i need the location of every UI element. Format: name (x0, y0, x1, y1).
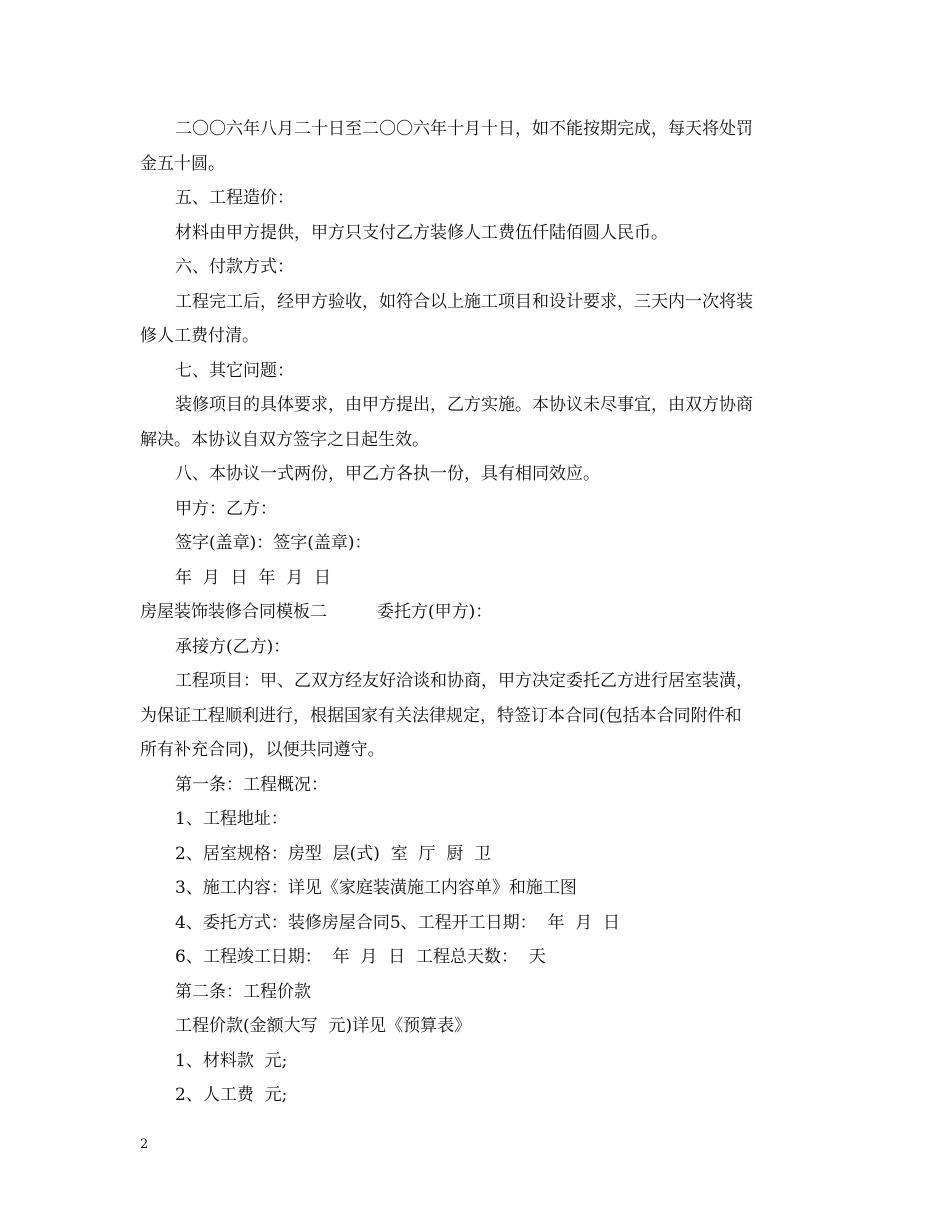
template-title: 房屋装饰装修合同模板二 (140, 602, 327, 622)
paragraph-line: 工程项目：甲、乙双方经友好洽谈和协商，甲方决定委托乙方进行居室装潢， (175, 671, 753, 691)
template-title-line (140, 595, 812, 630)
list-item: 3、施工内容：详见《家庭装潢施工内容单》和施工图 (175, 878, 577, 898)
paragraph-line: 八、本协议一式两份，甲乙方各执一份，具有相同效应。 (175, 464, 600, 484)
paragraph-line: 材料由甲方提供，甲方只支付乙方装修人工费伍仟陆佰圆人民币。 (175, 222, 668, 243)
paragraph-line: 金五十圆。 (140, 153, 225, 174)
section-heading: 六、付款方式： (175, 257, 294, 277)
paragraph-line: 二〇〇六年八月二十日至二〇〇六年十月十日，如不能按期完成，每天将处罚 (175, 119, 753, 139)
article-heading: 第二条：工程价款 (175, 981, 311, 1002)
article-heading: 第一条：工程概况： (175, 774, 328, 795)
section-heading: 五、工程造价： (175, 188, 294, 208)
paragraph-line: 工程完工后，经甲方验收，如符合以上施工项目和设计要求，三天内一次将装 (175, 291, 753, 312)
paragraph-line: 为保证工程顺利进行，根据国家有关法律规定，特签订本合同(包括本合同附件和 (140, 705, 742, 726)
signature-line: 签字(盖章)：签字(盖章)： (175, 533, 372, 553)
date-line: 年 月 日 年 月 日 (175, 567, 332, 588)
client-party-label: 委托方(甲方)： (377, 602, 493, 622)
list-item: 4、委托方式：装修房屋合同5、工程开工日期： 年 月 日 (175, 912, 621, 933)
list-item: 6、工程竣工日期： 年 月 日 工程总天数： 天 (175, 947, 546, 967)
list-item: 2、人工费 元; (175, 1085, 288, 1105)
party-label-line: 甲方：乙方： (175, 498, 277, 519)
document-body (140, 112, 812, 1113)
page-number: 2 (140, 1137, 149, 1152)
list-item: 2、居室规格：房型 层(式) 室 厅 厨 卫 (175, 843, 492, 864)
contractor-party-label: 承接方(乙方)： (175, 636, 291, 657)
list-item: 1、材料款 元; (175, 1050, 288, 1071)
paragraph-line: 解决。本协议自双方签字之日起生效。 (140, 429, 429, 450)
paragraph-line: 装修项目的具体要求，由甲方提出，乙方实施。本协议未尽事宜，由双方协商 (175, 395, 753, 415)
paragraph-line: 修人工费付清。 (140, 326, 259, 346)
paragraph-line: 所有补充合同)，以便共同遵守。 (140, 740, 385, 760)
section-heading: 七、其它问题： (175, 360, 294, 381)
paragraph-line: 工程价款(金额大写 元)详见《预算表》 (175, 1016, 472, 1036)
list-item: 1、工程地址： (175, 809, 288, 829)
